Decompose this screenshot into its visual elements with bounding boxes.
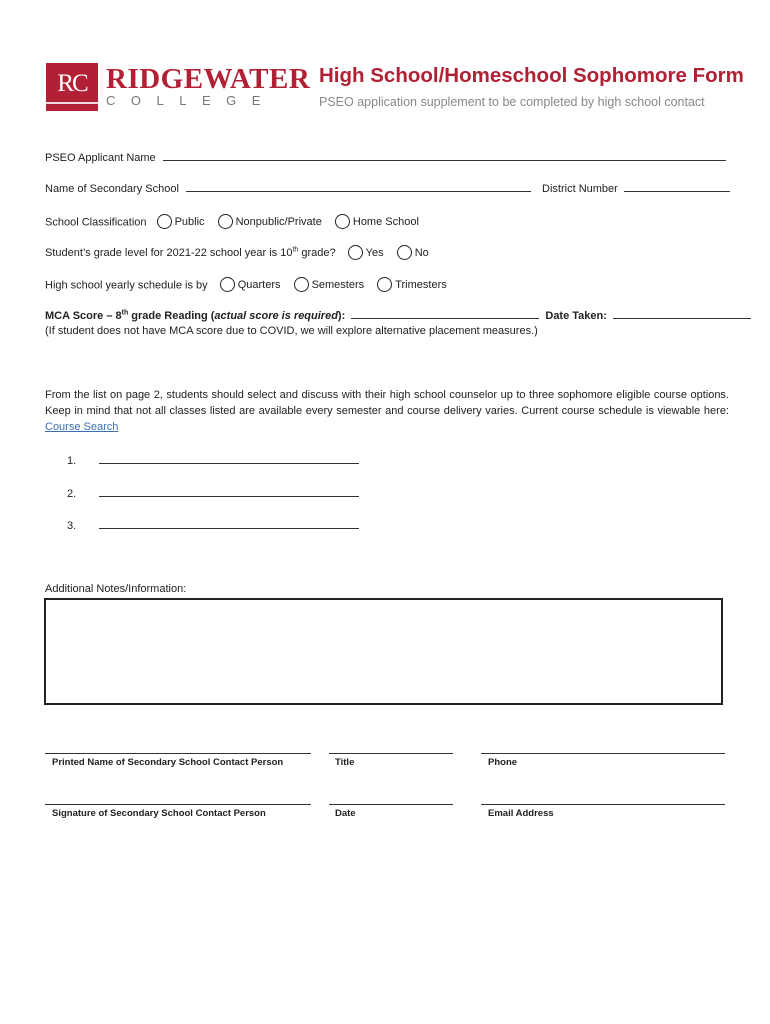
ridgewater-logo [46,63,311,111]
date-taken-field[interactable] [613,310,751,319]
course-choice-3-field[interactable] [99,520,359,529]
grade-yes-radio[interactable] [348,245,363,260]
email-label: Email Address [488,808,554,819]
schedule-quarters-radio[interactable] [220,277,235,292]
applicant-row [45,152,726,164]
schedule-semesters-label: Semesters [311,279,365,292]
classification-homeschool-label: Home School [352,216,419,229]
grade-no-radio[interactable] [397,245,412,260]
notes-label: Additional Notes/Information: [45,583,187,595]
mca-score-row [45,309,751,322]
title-label: Title [335,757,355,768]
schedule-trimesters-label: Trimesters [395,279,447,292]
rc-logo-icon [46,63,98,111]
logo-monogram: RC [57,70,87,97]
schedule-label: High school yearly schedule is by [45,279,208,292]
course-choice-2-field[interactable] [99,488,359,497]
classification-public-radio[interactable] [157,214,172,229]
classification-row [45,215,425,230]
phone-line[interactable] [481,753,725,754]
logo-band [46,102,98,104]
date-label: Date [335,808,356,819]
course-choice-3 [67,520,359,532]
secondary-school-label: Name of Secondary School [45,183,179,195]
choice-number: 2. [67,488,77,500]
instructions-paragraph [45,387,729,435]
schedule-row [45,278,453,293]
choice-number: 3. [67,520,77,532]
course-search-link[interactable]: Course Search [45,421,119,433]
course-choice-1-field[interactable] [99,455,359,464]
district-number-label: District Number [542,183,618,195]
logo-subtitle: COLLEGE [106,93,276,108]
course-choice-2 [67,488,359,500]
classification-private-radio[interactable] [218,214,233,229]
grade-level-label: Student’s grade level for 2021-22 school year is 10th grade? [45,246,336,260]
schedule-semesters-radio[interactable] [294,277,309,292]
classification-label: School Classification [45,216,147,229]
classification-homeschool-radio[interactable] [335,214,350,229]
form-title: High School/Homeschool Sophomore Form [319,64,744,87]
form-subtitle: PSEO application supplement to be completed by high school contact [319,95,705,109]
date-line[interactable] [329,804,453,805]
printed-name-line[interactable] [45,753,311,754]
date-taken-label: Date Taken: [545,309,607,322]
signature-label: Signature of Secondary School Contact Person [52,808,266,819]
signature-line[interactable] [45,804,311,805]
printed-name-label: Printed Name of Secondary School Contact Person [52,757,284,768]
mca-score-field[interactable] [351,310,539,319]
district-number-field[interactable] [624,183,730,192]
secondary-school-field[interactable] [186,183,531,192]
mca-note: (If student does not have MCA score due to COVID, we will explore alternative placement measures.) [45,325,538,337]
classification-public-label: Public [174,216,205,229]
notes-textarea[interactable] [44,598,723,705]
title-line[interactable] [329,753,453,754]
grade-yes-label: Yes [365,247,384,260]
phone-label: Phone [488,757,518,768]
grade-no-label: No [414,247,429,260]
course-choice-1 [67,455,359,467]
classification-private-label: Nonpublic/Private [235,216,322,229]
applicant-name-field[interactable] [163,152,726,161]
grade-level-row [45,246,435,261]
choice-number: 1. [67,455,77,467]
logo-name: RIDGEWATER [106,63,311,95]
applicant-label: PSEO Applicant Name [45,152,156,164]
schedule-quarters-label: Quarters [237,279,281,292]
secondary-school-row [45,183,730,195]
email-line[interactable] [481,804,725,805]
schedule-trimesters-radio[interactable] [377,277,392,292]
instructions-text: From the list on page 2, students should select and discuss with their high school counselor up to three sophomore eligible course options. Keep in mind that not all classes listed are available every semester and course delivery varies. Current course schedule is viewable here: [45,389,729,417]
mca-score-label: MCA Score – 8th grade Reading (actual score is required): [45,309,346,322]
